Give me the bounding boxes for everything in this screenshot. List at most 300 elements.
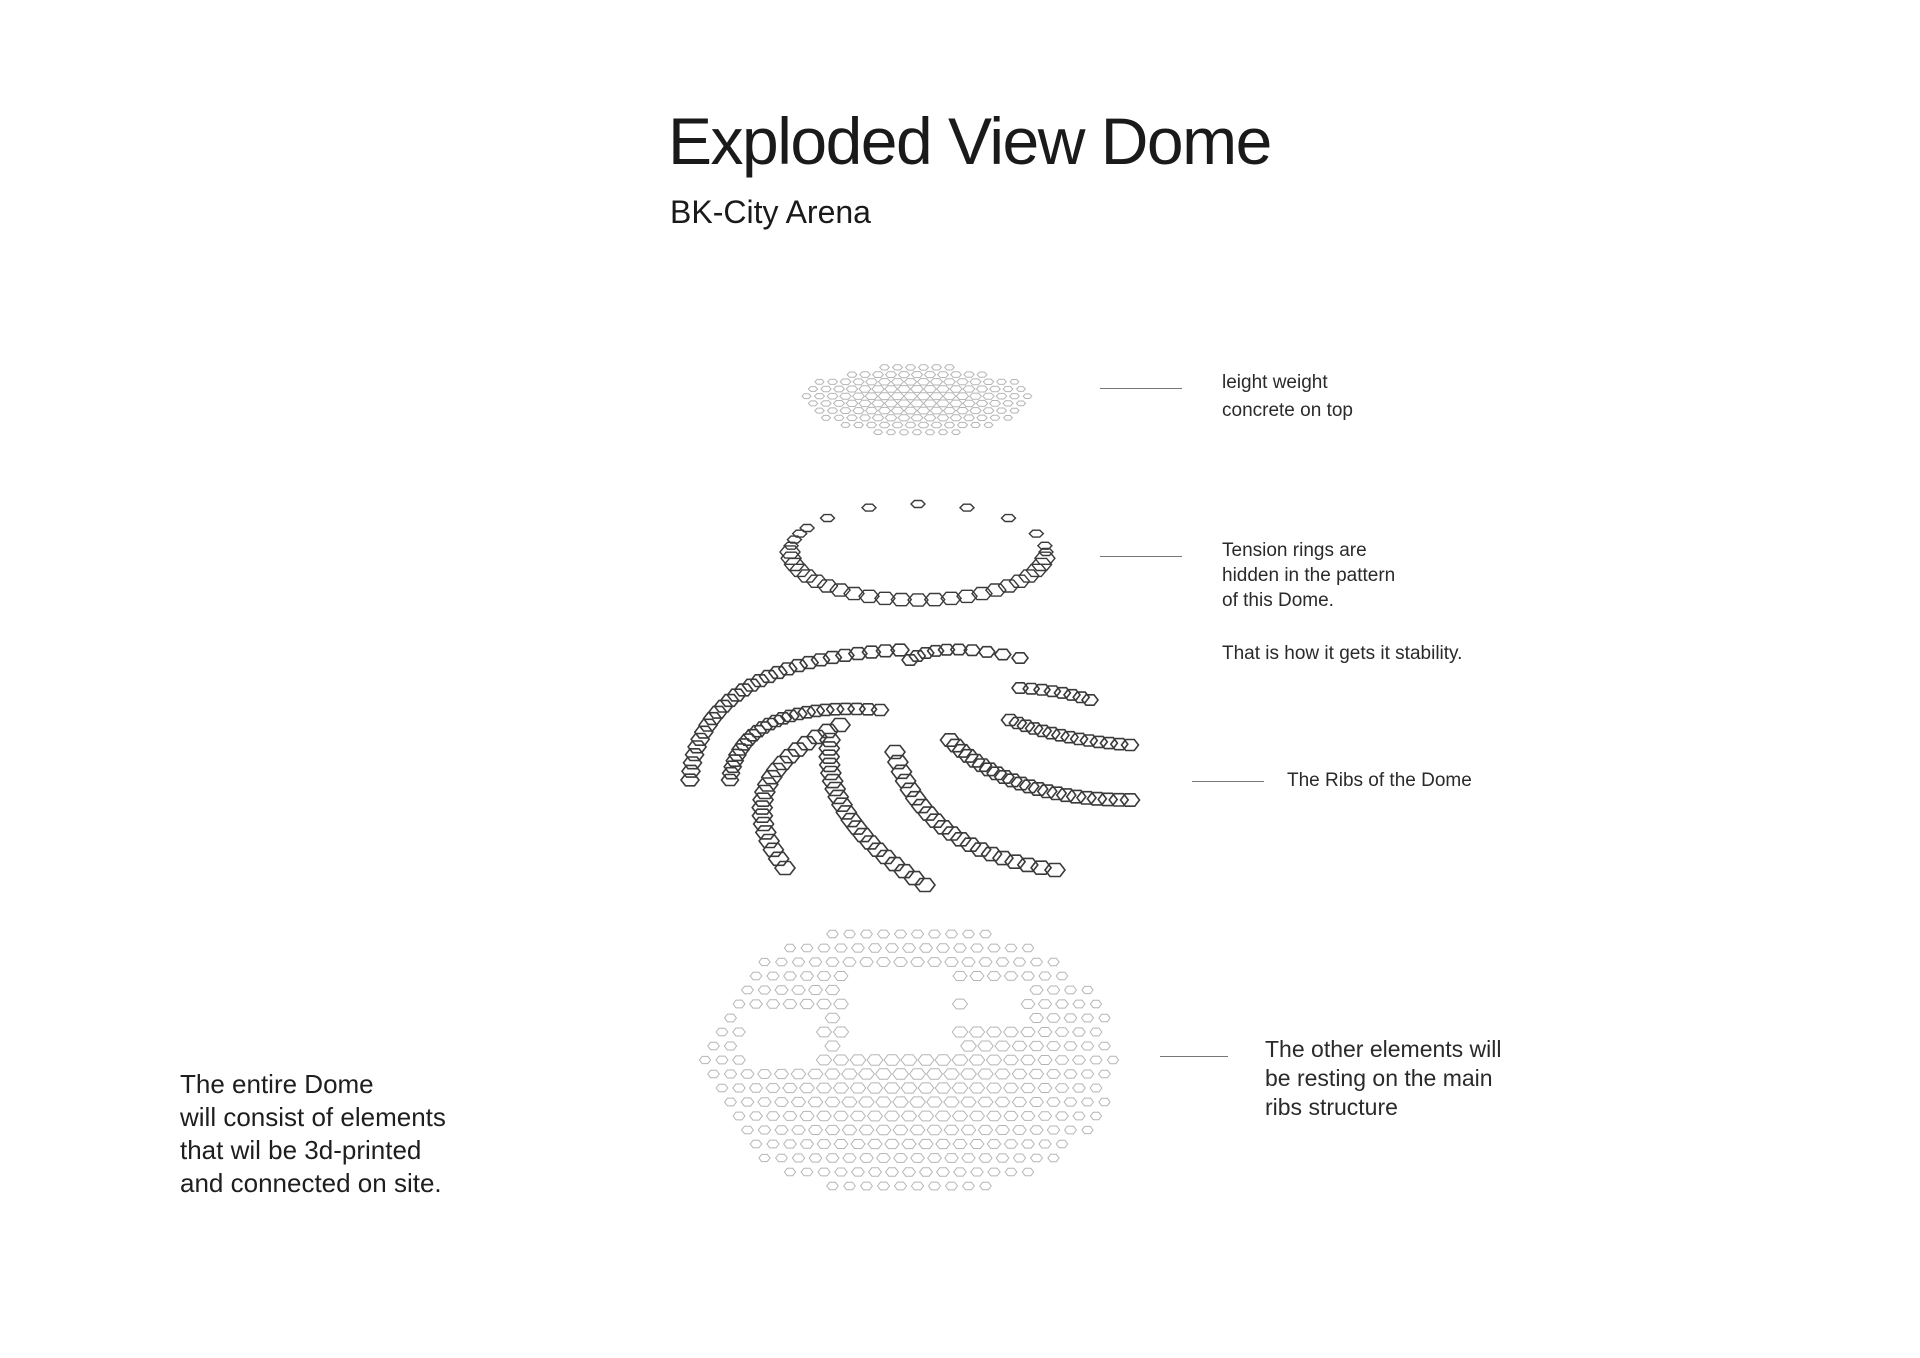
base-shell-cell [1039, 1140, 1051, 1148]
rib-cell [1082, 695, 1098, 705]
base-shell-cell [987, 1111, 1001, 1120]
base-shell-cell [716, 1028, 728, 1036]
base-shell-cell [860, 1154, 873, 1163]
base-shell-cell [1090, 1056, 1102, 1064]
top-shell-cell [938, 372, 949, 378]
base-shell-cell [953, 1111, 968, 1121]
top-shell-cell [905, 422, 916, 428]
top-shell-cell [1010, 394, 1020, 399]
base-shell-cell [918, 1083, 934, 1093]
base-shell-cell [1004, 1140, 1017, 1149]
base-shell-cell [758, 1126, 770, 1134]
base-shell-cell [901, 1111, 916, 1121]
base-shell-cell [961, 1041, 977, 1051]
rib-cell [872, 705, 889, 716]
base-shell-cell [1021, 1027, 1035, 1036]
rib-cell [754, 818, 774, 831]
top-shell-cell [964, 372, 974, 377]
base-shell-cell [783, 1000, 797, 1009]
base-shell-cell [784, 972, 797, 980]
top-shell-cell [917, 379, 929, 385]
base-shell-cell [758, 986, 770, 994]
top-shell-cell [866, 379, 878, 385]
base-shell-layer [699, 930, 1118, 1190]
top-shell-cell [886, 372, 897, 378]
rib-cell [979, 647, 995, 657]
base-shell-cell [894, 1182, 906, 1190]
rib-cell [1012, 683, 1028, 693]
tension-ring-cell [1029, 530, 1043, 537]
base-shell-cell [1038, 1084, 1052, 1093]
base-shell-cell [792, 958, 804, 966]
base-shell-cell [842, 1125, 856, 1134]
top-shell-cell [944, 379, 956, 385]
base-shell-cell [733, 1084, 745, 1092]
base-shell-cell [1065, 986, 1077, 994]
base-shell-cell [742, 986, 754, 994]
base-shell-cell [1031, 958, 1043, 966]
base-shell-cell [1038, 1056, 1052, 1065]
base-shell-cell [1030, 986, 1043, 994]
base-shell-cell [833, 1055, 848, 1065]
base-shell-cell [953, 972, 967, 981]
base-shell-cell [1038, 1112, 1051, 1121]
base-shell-cell [767, 972, 779, 980]
base-shell-cell [1005, 1168, 1017, 1176]
base-shell-cell [952, 1055, 968, 1065]
base-shell-cell [952, 1083, 968, 1093]
top-shell-cell [893, 365, 903, 370]
top-shell-cell [976, 386, 987, 392]
base-shell-cell [733, 1000, 745, 1008]
base-shell-cell [860, 958, 873, 967]
top-shell-cell [939, 430, 948, 435]
top-shell-cell [977, 372, 987, 377]
base-shell-cell [868, 1111, 883, 1121]
base-shell-cell [911, 930, 923, 938]
base-shell-cell [1022, 1140, 1035, 1148]
base-shell-cell [995, 1041, 1010, 1051]
base-shell-cell [1031, 1154, 1043, 1162]
top-shell-cell [996, 393, 1006, 399]
base-shell-cell [952, 1027, 968, 1037]
base-shell-cell [767, 1000, 780, 1009]
base-shell-cell [800, 999, 814, 1008]
footnote-line: will consist of elements [180, 1102, 446, 1132]
base-shell-cell [699, 1056, 710, 1063]
base-shell-cell [750, 972, 762, 980]
top-shell-cell [952, 430, 961, 435]
base-shell-cell [801, 1140, 814, 1148]
top-shell-cell [859, 386, 871, 392]
rib-cell [688, 741, 706, 753]
rib-cell [847, 821, 867, 834]
base-shell-cell [859, 1069, 875, 1079]
rib-cell [1109, 794, 1128, 806]
base-shell-cell [920, 944, 933, 952]
top-shell-cell [976, 400, 987, 406]
base-shell-cell [1013, 958, 1025, 966]
base-shell-cell [708, 1070, 720, 1077]
top-shell-cell [970, 379, 981, 385]
base-shell-cell [876, 1125, 891, 1135]
base-shell-cell [1099, 1014, 1110, 1021]
base-shell-cell [1012, 1041, 1027, 1050]
top-shell-cell [924, 400, 937, 407]
base-shell-cell [827, 1182, 838, 1189]
rib-cell [763, 843, 783, 856]
rib-cell [817, 704, 834, 715]
top-shell-cell [892, 379, 904, 385]
top-shell-cell [853, 379, 864, 385]
top-shell-cell [853, 408, 864, 414]
top-shell-cell [937, 400, 950, 407]
top-shell-cell [957, 408, 969, 414]
base-shell-cell [928, 1154, 942, 1163]
top-shell-cell [911, 415, 923, 421]
footnote-line: The entire Dome [180, 1069, 374, 1099]
base-shell-cell [944, 1125, 959, 1134]
base-shell-cell [995, 1069, 1010, 1079]
leader-line-ribs [1192, 781, 1264, 782]
top-shell-cell [950, 400, 962, 407]
top-shell-cell [828, 379, 838, 384]
base-shell-cell [893, 1097, 909, 1107]
top-shell-cell [834, 401, 845, 407]
base-shell-cell [725, 1098, 737, 1106]
base-shell-cell [893, 1125, 908, 1135]
rib-cell [756, 826, 776, 839]
base-shell-cell [929, 1182, 941, 1190]
rib-cell [1073, 692, 1089, 702]
rib-cell [820, 734, 840, 747]
base-shell-cell [978, 1069, 993, 1079]
base-shell-cell [1047, 1098, 1060, 1107]
base-shell-cell [792, 1126, 805, 1135]
top-shell-cell [1023, 394, 1032, 399]
base-shell-cell [850, 1083, 865, 1093]
top-shell-cell [931, 379, 943, 385]
rib-cell [1018, 858, 1038, 871]
base-shell-cell [759, 958, 770, 965]
base-shell-cell [809, 986, 823, 995]
base-shell-cell [1021, 1055, 1035, 1064]
top-shell-cell [853, 393, 865, 399]
base-shell-cell [1082, 986, 1093, 993]
base-shell-cell [867, 1083, 883, 1093]
rib-cell [1005, 855, 1025, 868]
base-shell-cell [1073, 1084, 1086, 1092]
top-shell-cell [950, 415, 961, 421]
base-shell-cell [835, 1168, 847, 1176]
base-shell-cell [971, 944, 983, 952]
base-shell-cell [801, 972, 814, 980]
base-shell-cell [903, 944, 916, 952]
base-shell-cell [1021, 1083, 1035, 1092]
leader-line-base-shell [1160, 1056, 1228, 1057]
base-shell-cell [1021, 1000, 1035, 1009]
top-shell-cell [937, 386, 949, 393]
top-shell-cell [924, 372, 935, 378]
annotation-line: be resting on the main [1265, 1065, 1493, 1091]
base-shell-cell [842, 1069, 858, 1079]
top-shell-cell [990, 415, 1000, 420]
base-shell-cell [850, 1055, 866, 1065]
base-shell-cell [1090, 1084, 1102, 1092]
top-shell-cell [984, 423, 993, 428]
base-shell-cell [894, 1154, 908, 1163]
base-shell-cell [733, 1056, 746, 1064]
base-shell-cell [970, 972, 984, 981]
base-shell-cell [944, 1069, 960, 1079]
base-shell-cell [996, 958, 1009, 966]
base-shell-cell [970, 1140, 984, 1149]
top-shell-cell [904, 407, 916, 414]
rib-cell [987, 767, 1006, 779]
base-shell-cell [817, 1083, 832, 1093]
base-shell-cell [792, 1154, 804, 1162]
base-shell-cell [867, 1055, 883, 1065]
top-shell-cell [885, 400, 898, 407]
top-shell-cell [887, 430, 896, 435]
base-shell-cell [963, 1182, 975, 1190]
base-shell-cell [978, 1125, 992, 1134]
base-shell-cell [987, 1140, 1000, 1149]
base-shell-cell [800, 1111, 814, 1120]
base-shell-cell [1081, 1070, 1093, 1078]
base-shell-cell [911, 958, 925, 967]
top-shell-cell [930, 393, 943, 400]
base-shell-cell [1004, 1111, 1018, 1120]
base-shell-cell [809, 958, 822, 966]
base-shell-cell [894, 930, 906, 938]
base-shell-cell [877, 1154, 891, 1163]
top-shell-cell [957, 379, 968, 385]
base-shell-cell [980, 930, 991, 937]
top-shell-cell [860, 415, 871, 421]
top-shell-cell [840, 393, 851, 399]
top-shell-cell [963, 400, 975, 406]
rib-cell [723, 768, 740, 779]
top-shell-cell [898, 415, 910, 421]
rib-cell [825, 783, 845, 796]
top-shell-cell [906, 365, 916, 370]
rib-cell [888, 756, 908, 769]
base-shell-cell [750, 1000, 763, 1008]
base-shell-cell [1013, 1126, 1026, 1135]
rib-cell [800, 657, 818, 669]
base-shell-cell [842, 1097, 857, 1107]
base-shell-cell [844, 930, 856, 938]
base-shell-cell [750, 1140, 762, 1148]
top-shell-layer [802, 365, 1032, 435]
base-shell-cell [878, 1182, 890, 1190]
base-shell-cell [775, 1126, 788, 1134]
top-shell-cell [943, 393, 956, 400]
top-shell-cell [892, 422, 903, 428]
base-shell-cell [946, 1182, 958, 1190]
base-shell-cell [884, 1083, 900, 1093]
top-shell-cell [1017, 401, 1026, 406]
base-shell-cell [1081, 1042, 1093, 1050]
top-shell-cell [872, 400, 884, 407]
base-shell-cell [809, 1126, 823, 1135]
base-shell-cell [758, 1098, 771, 1107]
base-shell-cell [1004, 1055, 1019, 1065]
base-shell-cell [1099, 1042, 1111, 1050]
base-shell-cell [988, 944, 1000, 952]
rib-cell [906, 792, 926, 805]
base-shell-cell [724, 1070, 736, 1078]
base-shell-cell [759, 1154, 770, 1161]
base-shell-cell [945, 958, 958, 967]
top-shell-cell [846, 400, 858, 406]
base-shell-cell [885, 1139, 899, 1148]
top-shell-cell [840, 379, 851, 385]
rib-cell [1098, 793, 1117, 805]
base-shell-cell [961, 1125, 975, 1134]
base-shell-cell [1082, 1126, 1093, 1133]
rib-cell [1121, 794, 1140, 806]
base-shell-cell [1047, 986, 1059, 994]
footnote-line: and connected on site. [180, 1168, 442, 1198]
top-shell-cell [878, 407, 890, 413]
base-shell-cell [969, 1027, 984, 1037]
top-shell-cell [983, 393, 994, 399]
base-shell-cell [808, 1069, 823, 1079]
base-shell-cell [1090, 1112, 1101, 1119]
rib-cell [812, 654, 830, 666]
base-shell-cell [901, 1055, 917, 1065]
top-shell-cell [983, 379, 993, 384]
top-shell-cell [872, 415, 883, 421]
top-shell-cell [911, 372, 922, 378]
base-shell-cell [877, 958, 891, 967]
annotation-line: leight weight [1222, 372, 1328, 393]
top-shell-cell [925, 430, 934, 435]
base-shell-cell [852, 1168, 865, 1176]
top-shell-cell [854, 422, 864, 427]
leader-line-top-shell [1100, 388, 1182, 389]
tension-ring-cell [960, 504, 974, 511]
top-shell-cell [859, 400, 871, 406]
rib-cell [823, 652, 841, 664]
top-shell-cell [924, 415, 936, 421]
base-shell-cell [953, 1140, 967, 1149]
base-shell-cell [979, 958, 992, 966]
top-shell-cell [834, 386, 845, 392]
rib-cell [912, 800, 932, 813]
base-shell-cell [861, 930, 873, 938]
base-shell-cell [969, 1055, 984, 1065]
base-shell-cell [776, 1154, 788, 1162]
base-shell-cell [784, 1140, 797, 1148]
rib-cell [684, 757, 702, 769]
top-shell-cell [880, 365, 890, 370]
annotation-line [1222, 613, 1462, 638]
rib-cell [841, 814, 861, 827]
top-shell-cell [950, 386, 962, 392]
annotation-ribs [1287, 768, 1472, 793]
base-shell-cell [920, 1168, 933, 1176]
base-shell-cell [944, 1097, 959, 1107]
base-shell-cell [876, 1097, 891, 1107]
base-shell-cell [936, 1139, 950, 1148]
base-shell-cell [833, 1027, 848, 1037]
base-shell-cell [1073, 1028, 1086, 1036]
annotation-tension-rings [1222, 538, 1462, 666]
top-shell-cell [1010, 380, 1019, 385]
top-shell-cell [1010, 408, 1019, 413]
tension-ring-cell [800, 525, 814, 532]
top-shell-cell [899, 430, 908, 435]
base-shell-cell [910, 1069, 926, 1079]
base-shell-cell [817, 1027, 832, 1037]
base-shell-cell [826, 1154, 839, 1162]
base-shell-cell [1047, 1070, 1061, 1079]
base-shell-cell [886, 944, 899, 952]
base-shell-cell [1073, 1000, 1085, 1008]
base-shell-cell [1107, 1056, 1118, 1063]
base-shell-cell [825, 1069, 840, 1079]
annotation-line: concrete on top [1222, 400, 1353, 421]
base-shell-cell [792, 986, 805, 995]
base-shell-cell [1004, 972, 1017, 981]
base-shell-cell [978, 1041, 993, 1051]
base-shell-cell [970, 1111, 985, 1121]
base-shell-cell [903, 1168, 916, 1176]
top-shell-cell [827, 393, 838, 399]
base-shell-cell [716, 1056, 728, 1064]
top-shell-cell [958, 422, 968, 427]
base-shell-cell [902, 1139, 916, 1148]
base-shell-cell [987, 1083, 1002, 1093]
base-shell-cell [801, 1168, 813, 1176]
base-shell-cell [775, 1098, 789, 1107]
base-shell-cell [861, 1182, 873, 1190]
base-shell-cell [1004, 1027, 1019, 1037]
base-shell-cell [1090, 1028, 1102, 1036]
rib-cell [896, 775, 916, 788]
rib-cell [885, 746, 905, 759]
page-title: Exploded View Dome [668, 104, 1271, 178]
base-shell-cell [767, 1112, 780, 1121]
base-shell-cell [1047, 1014, 1060, 1023]
base-shell-cell [978, 1097, 993, 1107]
base-shell-cell [1082, 1098, 1094, 1106]
base-shell-cell [1012, 1097, 1026, 1106]
base-shell-cell [851, 1140, 865, 1149]
base-shell-cell [969, 1083, 984, 1093]
base-shell-cell [963, 930, 975, 938]
base-shell-cell [1005, 944, 1017, 952]
base-shell-cell [1004, 1083, 1019, 1093]
annotation-base-shell [1265, 1035, 1502, 1122]
top-shell-cell [970, 393, 982, 399]
base-shell-cell [980, 1182, 991, 1189]
base-shell-cell [893, 1069, 909, 1079]
base-shell-cell [775, 1069, 789, 1078]
base-shell-cell [817, 972, 830, 981]
top-shell-cell [997, 408, 1007, 413]
top-shell-cell [867, 422, 877, 427]
base-shell-cell [962, 1154, 975, 1163]
annotation-line: hidden in the pattern [1222, 565, 1396, 586]
base-shell-cell [833, 1083, 848, 1093]
rib-cell [753, 793, 773, 806]
base-shell-cell [1030, 1014, 1044, 1023]
tension-ring-cell [999, 580, 1019, 592]
